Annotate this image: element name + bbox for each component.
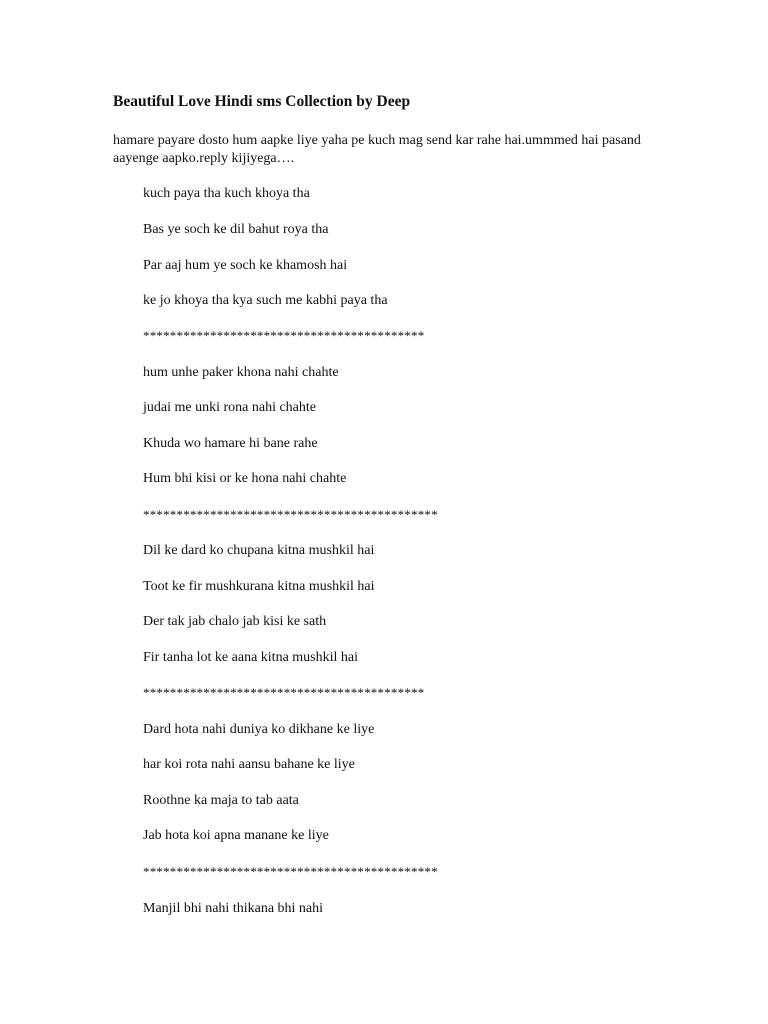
verse-line: hum unhe paker khona nahi chahte [143,365,339,380]
verse-line: kuch paya tha kuch khoya tha [143,186,310,201]
verse-line: ke jo khoya tha kya such me kabhi paya tha [143,293,388,308]
verse-line: judai me unki rona nahi chahte [143,400,316,415]
separator-line: ******************************************** [143,864,438,879]
verse-line: Par aaj hum ye soch ke khamosh hai [143,258,348,273]
intro-paragraph: hamare payare dosto hum aapke liye yaha pe kuch mag send kar rahe hai.ummmed hai pasand aayenge aapko.reply kijiyega…. [113,133,641,166]
verse-line: Toot ke fir mushkurana kitna mushkil hai [143,579,375,594]
verse-line: Hum bhi kisi or ke hona nahi chahte [143,471,347,486]
verse-line: Jab hota koi apna manane ke liye [143,828,329,843]
verse-line: Khuda wo hamare hi bane rahe [143,436,318,451]
verse-line: Dard hota nahi duniya ko dikhane ke liye [143,722,375,737]
separator-line: ****************************************** [143,685,425,700]
separator-line: ****************************************** [143,328,425,343]
verse-line: har koi rota nahi aansu bahane ke liye [143,757,355,772]
verse-line: Manjil bhi nahi thikana bhi nahi [143,901,324,916]
verse-line: Der tak jab chalo jab kisi ke sath [143,614,327,629]
verse-line: Bas ye soch ke dil bahut roya tha [143,222,329,237]
verse-line: Dil ke dard ko chupana kitna mushkil hai [143,543,375,558]
document-title: Beautiful Love Hindi sms Collection by Deep [113,93,411,110]
verse-line: Roothne ka maja to tab aata [143,793,299,808]
separator-line: ******************************************** [143,507,438,522]
verse-line: Fir tanha lot ke aana kitna mushkil hai [143,650,359,665]
